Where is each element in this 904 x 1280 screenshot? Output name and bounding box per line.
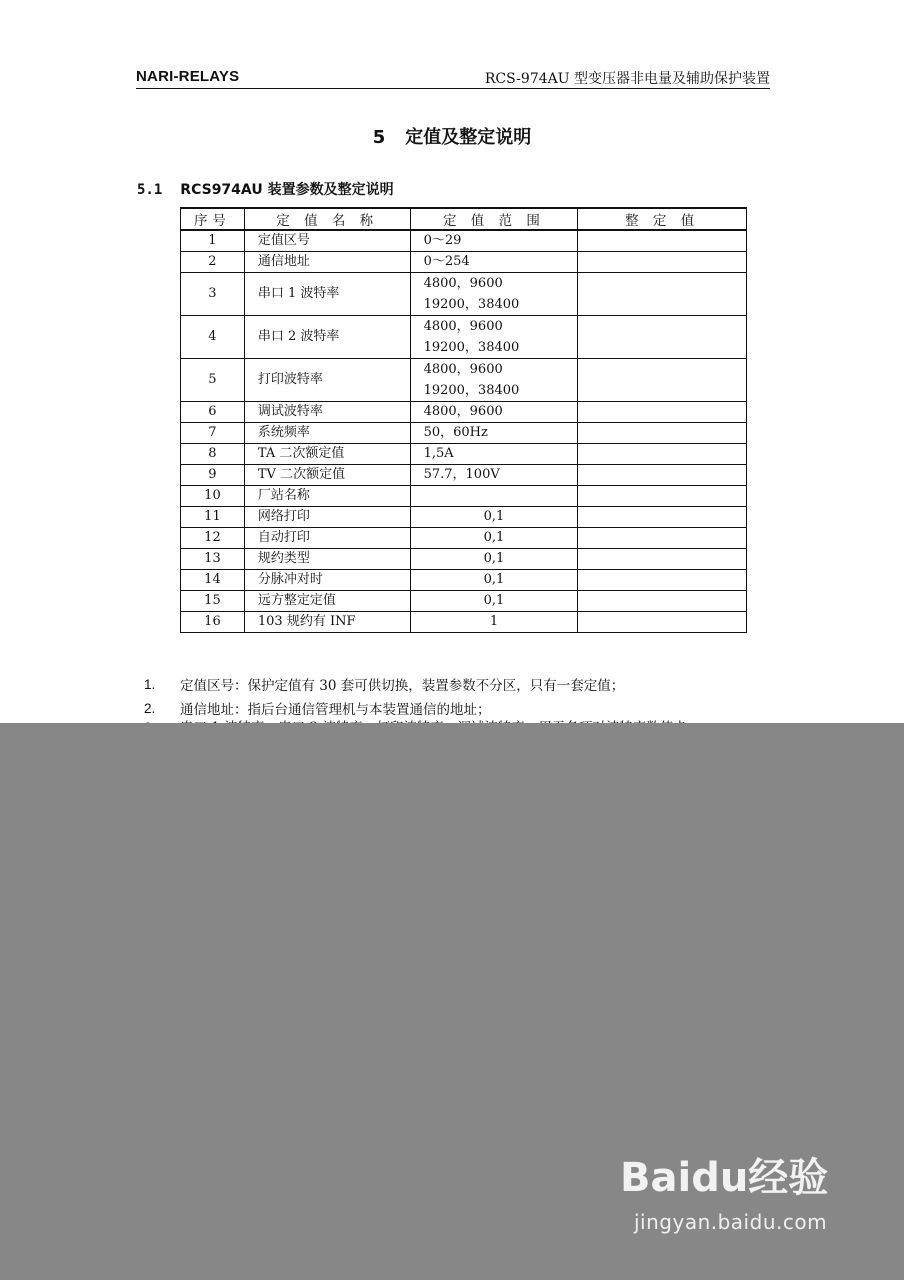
table-row xyxy=(181,252,747,273)
cell-value xyxy=(578,359,747,402)
header-seq: 序号 xyxy=(181,208,245,230)
section-number: 5.1 xyxy=(137,182,163,198)
cell-value xyxy=(578,444,747,465)
table-row xyxy=(181,486,747,507)
table-row xyxy=(181,465,747,486)
cell-name: 厂站名称 xyxy=(244,486,410,507)
header-brand: NARI-RELAYS xyxy=(136,68,240,85)
cell-value xyxy=(578,549,747,570)
range-line: 0,1 xyxy=(483,572,505,587)
range-line: 0,1 xyxy=(483,530,505,545)
header-range: 定 值 范 围 xyxy=(410,208,578,230)
cell-name: 规约类型 xyxy=(244,549,410,570)
cell-range xyxy=(410,570,578,591)
cell-seq: 6 xyxy=(181,402,245,423)
cell-name: 串口 1 波特率 xyxy=(244,273,410,316)
cell-seq: 14 xyxy=(181,570,245,591)
table-row xyxy=(181,570,747,591)
table-row xyxy=(181,316,747,359)
cell-value xyxy=(578,273,747,316)
cell-value xyxy=(578,507,747,528)
cell-name: 打印波特率 xyxy=(244,359,410,402)
range-line: 4800，9600 xyxy=(423,404,503,419)
cell-name: 网络打印 xyxy=(244,507,410,528)
range-line: 19200，38400 xyxy=(423,340,520,355)
chapter-title-text: 定值及整定说明 xyxy=(405,127,532,148)
chapter-title xyxy=(0,123,904,149)
range-line: 4800，9600 xyxy=(423,362,503,377)
cell-name: 远方整定定值 xyxy=(244,591,410,612)
table-row xyxy=(181,423,747,444)
cell-value xyxy=(578,465,747,486)
cell-name: 定值区号 xyxy=(244,230,410,252)
cell-value xyxy=(578,252,747,273)
cell-seq: 3 xyxy=(181,273,245,316)
range-line: 4800，9600 xyxy=(423,319,503,334)
cell-range xyxy=(410,507,578,528)
cell-seq: 11 xyxy=(181,507,245,528)
table-row xyxy=(181,507,747,528)
list-item xyxy=(144,672,624,696)
cell-value xyxy=(578,486,747,507)
cell-seq: 1 xyxy=(181,230,245,252)
range-line: 4800，9600 xyxy=(423,276,503,291)
cell-seq: 15 xyxy=(181,591,245,612)
cell-name: 分脉冲对时 xyxy=(244,570,410,591)
cell-name: 通信地址 xyxy=(244,252,410,273)
range-line: 0,1 xyxy=(483,509,505,524)
cell-seq: 8 xyxy=(181,444,245,465)
note-number: 1. xyxy=(144,676,156,692)
header-name: 定 值 名 称 xyxy=(244,208,410,230)
cell-range xyxy=(410,423,578,444)
cell-seq: 7 xyxy=(181,423,245,444)
cell-seq: 13 xyxy=(181,549,245,570)
cell-value xyxy=(578,423,747,444)
baidu-watermark xyxy=(620,1146,860,1256)
range-line: 1 xyxy=(489,614,499,629)
cell-range xyxy=(410,528,578,549)
note-number: 2. xyxy=(144,700,156,716)
cell-name: TA 二次额定值 xyxy=(244,444,410,465)
cell-range xyxy=(410,359,578,402)
cell-value xyxy=(578,570,747,591)
cell-name: 串口 2 波特率 xyxy=(244,316,410,359)
table-row xyxy=(181,230,747,252)
cell-seq: 2 xyxy=(181,252,245,273)
table-row xyxy=(181,359,747,402)
section-title-text: RCS974AU 装置参数及整定说明 xyxy=(180,182,394,198)
cell-name: 103 规约有 INF xyxy=(244,612,410,633)
table-row xyxy=(181,402,747,423)
cell-range xyxy=(410,316,578,359)
cell-range xyxy=(410,273,578,316)
cell-seq: 10 xyxy=(181,486,245,507)
cell-range xyxy=(410,591,578,612)
table-row xyxy=(181,549,747,570)
table-row xyxy=(181,612,747,633)
cell-range xyxy=(410,612,578,633)
range-line: 0,1 xyxy=(483,551,505,566)
cell-range xyxy=(410,230,578,252)
range-line: 0,1 xyxy=(483,593,505,608)
table-row xyxy=(181,273,747,316)
table-row xyxy=(181,528,747,549)
header-rule xyxy=(136,88,770,89)
notes-list xyxy=(144,672,624,720)
cell-range xyxy=(410,549,578,570)
cell-name: 自动打印 xyxy=(244,528,410,549)
range-line: 0～254 xyxy=(423,254,470,269)
chapter-number: 5 xyxy=(372,127,386,148)
cell-seq: 4 xyxy=(181,316,245,359)
cell-value xyxy=(578,591,747,612)
cell-value xyxy=(578,316,747,359)
note-text: 通信地址：指后台通信管理机与本装置通信的地址； xyxy=(180,702,491,718)
parameter-table xyxy=(180,207,747,633)
cell-name: 调试波特率 xyxy=(244,402,410,423)
cell-range xyxy=(410,465,578,486)
watermark-logo: Baidu经验 xyxy=(620,1155,829,1201)
cell-value xyxy=(578,612,747,633)
cell-range xyxy=(410,486,578,507)
cell-range xyxy=(410,252,578,273)
table-header-row xyxy=(181,208,747,230)
range-line: 19200，38400 xyxy=(423,297,520,312)
cell-range xyxy=(410,402,578,423)
cell-name: TV 二次额定值 xyxy=(244,465,410,486)
cell-seq: 16 xyxy=(181,612,245,633)
cell-seq: 12 xyxy=(181,528,245,549)
table-row xyxy=(181,591,747,612)
cell-seq: 5 xyxy=(181,359,245,402)
range-line: 1,5A xyxy=(423,446,454,461)
range-line: 19200，38400 xyxy=(423,383,520,398)
range-line: 0～29 xyxy=(423,233,462,248)
cell-value xyxy=(578,528,747,549)
table-body xyxy=(181,230,747,633)
cell-value xyxy=(578,402,747,423)
note-text: 定值区号：保护定值有 30 套可供切换，装置参数不分区，只有一套定值； xyxy=(180,678,625,694)
range-line: 50，60Hz xyxy=(423,425,488,440)
cell-value xyxy=(578,230,747,252)
cell-name: 系统频率 xyxy=(244,423,410,444)
watermark-url: jingyan.baidu.com xyxy=(634,1210,828,1234)
header-value: 整 定 值 xyxy=(578,208,747,230)
range-line: 57.7，100V xyxy=(423,467,500,482)
cell-seq: 9 xyxy=(181,465,245,486)
table-row xyxy=(181,444,747,465)
cell-range xyxy=(410,444,578,465)
header-document-title: RCS-974AU 型变压器非电量及辅助保护装置 xyxy=(484,71,770,87)
section-title xyxy=(137,179,394,199)
